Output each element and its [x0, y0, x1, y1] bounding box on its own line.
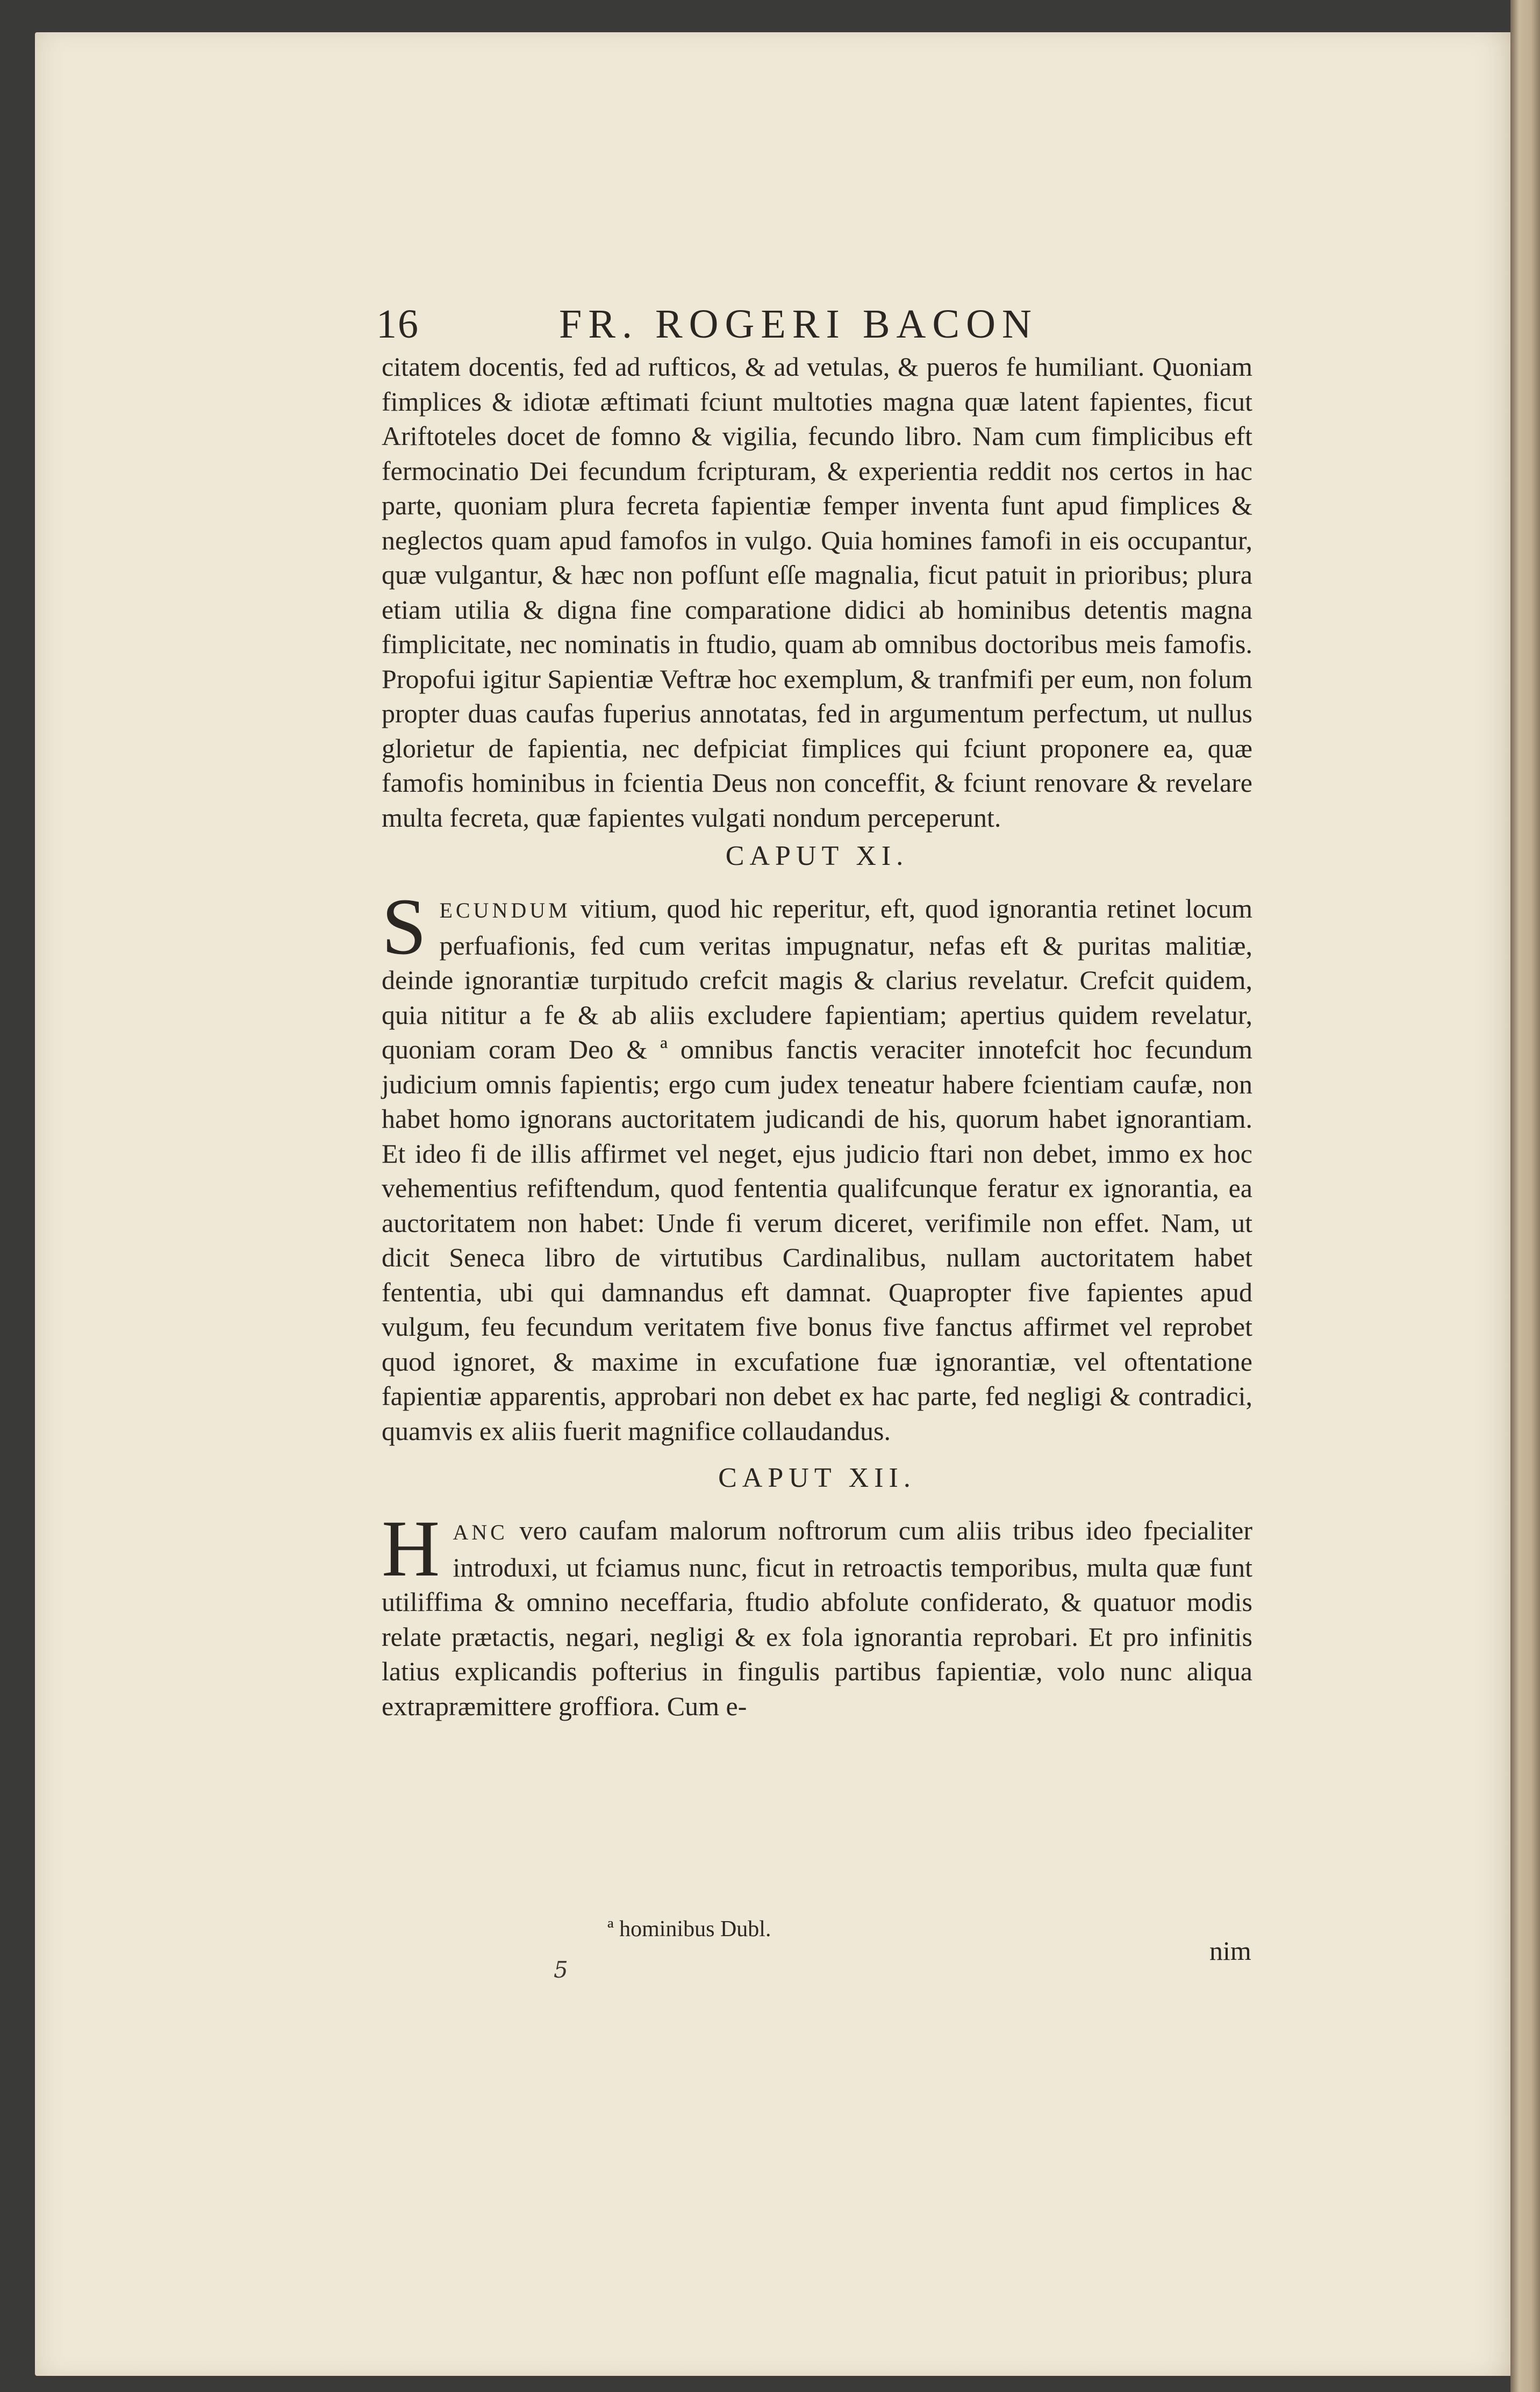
lead-words: ANC: [453, 1520, 508, 1544]
chapter-heading-xii: [382, 1462, 1252, 1494]
drop-capital-h: H: [382, 1504, 440, 1593]
catchword: nim: [1209, 1936, 1251, 1966]
lead-words: ECUNDUM: [439, 898, 571, 922]
running-header: [376, 301, 1252, 349]
chapter-numeral: XI.: [856, 841, 909, 871]
footnote: ª hominibus Dubl.: [607, 1917, 771, 1942]
paragraph-2: [382, 882, 1253, 1448]
drop-capital-s: S: [382, 882, 427, 971]
page-text: [376, 301, 1253, 1723]
chapter-heading-xi: [382, 840, 1252, 872]
chapter-numeral: XII.: [848, 1463, 916, 1493]
page-number: 16: [376, 302, 419, 347]
paragraph-2-text: vitium, quod hic reperitur, eft, quod ignorantia retinet locum perfuafionis, fed cum veritas impugnatur, nefas eft & puritas malitiæ, deinde ignorantiæ turpitudo crefcit magis & clarius revelatur. Crefcit quidem, quia nititur a fe & ab aliis excludere fapientiam; apertius quidem revelatur, quoniam coram Deo & ª omnibus fanctis veraciter innotefcit hoc fecundum judicium omnis fapientis; ergo cum judex teneatur habere fcientiam caufæ, non habet homo ignorans auctoritatem judicandi de his, quorum habet ignorantiam. Et ideo fi de illis affirmet vel neget, ejus judicio ftari non debet, immo ex hoc vehementius refiftendum, quod fententia qualifcunque feratur ex ignorantia, ea auctoritatem non habet: Unde fi verum diceret, verifimile non effet. Nam, ut dicit Seneca libro de virtutibus Cardinalibus, nullam auctoritatem habet fententia, ubi qui damnandus eft damnat. Quapropter five fapientes apud vulgum, feu fecundum veritatem five bonus five fanctus affirmet vel reprobet quod ignoret, & maxime in excufatione fuæ ignorantiæ, vel oftentatione fapientiæ apparentis, approbari non debet ex hac parte, fed negligi & contradici, quamvis ex aliis fuerit magnifice collaudandus.: [382, 893, 1253, 1446]
paragraph-3: [382, 1504, 1252, 1723]
paragraph-1: citatem docentis, fed ad rufticos, & ad vetulas, & pueros fe humiliant. Quoniam fimplices & idiotæ æftimati fciunt multoties magna quæ latent fapientes, ficut Ariftoteles docet de fomno & vigilia, fecundo libro. Nam cum fimplicibus eft fermocinatio Dei fecundum fcripturam, & experientia reddit nos certos in hac parte, quoniam plura fecreta fapientiæ femper inventa funt apud fimplices & neglectos quam apud famofos in vulgo. Quia homines famofi in eis occupantur, quæ vulgantur, & hæc non pofſunt eſſe magnalia, ficut patuit in prioribus; plura etiam utilia & digna fine comparatione didici ab hominibus detentis magna fimplicitate, nec nominatis in ftudio, quam ab omnibus doctoribus meis famofis. Propofui igitur Sapientiæ Veftræ hoc exemplum, & tranfmifi per eum, non folum propter duas caufas fuperius annotatas, fed in argumentum perfectum, ut nullus glorietur de fapientia, nec defpiciat fimplices qui fciunt proponere ea, quæ famofis hominibus in fcientia Deus non conceffit, & fciunt renovare & revelare multa fecreta, quæ fapientes vulgati nondum perceperunt.: [382, 352, 1252, 833]
chapter-label: CAPUT: [718, 1463, 836, 1493]
running-title: FR. ROGERI BACON: [559, 302, 1038, 347]
adjacent-page-edge: [1510, 0, 1540, 2392]
paragraph-3-text: vero caufam malorum noftrorum cum aliis tribus ideo fpecialiter introduxi, ut fciamus nunc, ficut in retroactis temporibus, multa quæ funt utiliffima & omnino neceffaria, ftudio abfolute confiderato, & quatuor modis relate prætactis, negari, negligi & ex fola ignorantia reprobari. Et pro infinitis latius explicandis pofterius in fingulis partibus fapientiæ, volo nunc aliqua extrapræmittere groffiora. Cum e-: [382, 1515, 1252, 1721]
signature-mark: 5: [554, 1957, 568, 1983]
chapter-label: CAPUT: [725, 841, 844, 871]
